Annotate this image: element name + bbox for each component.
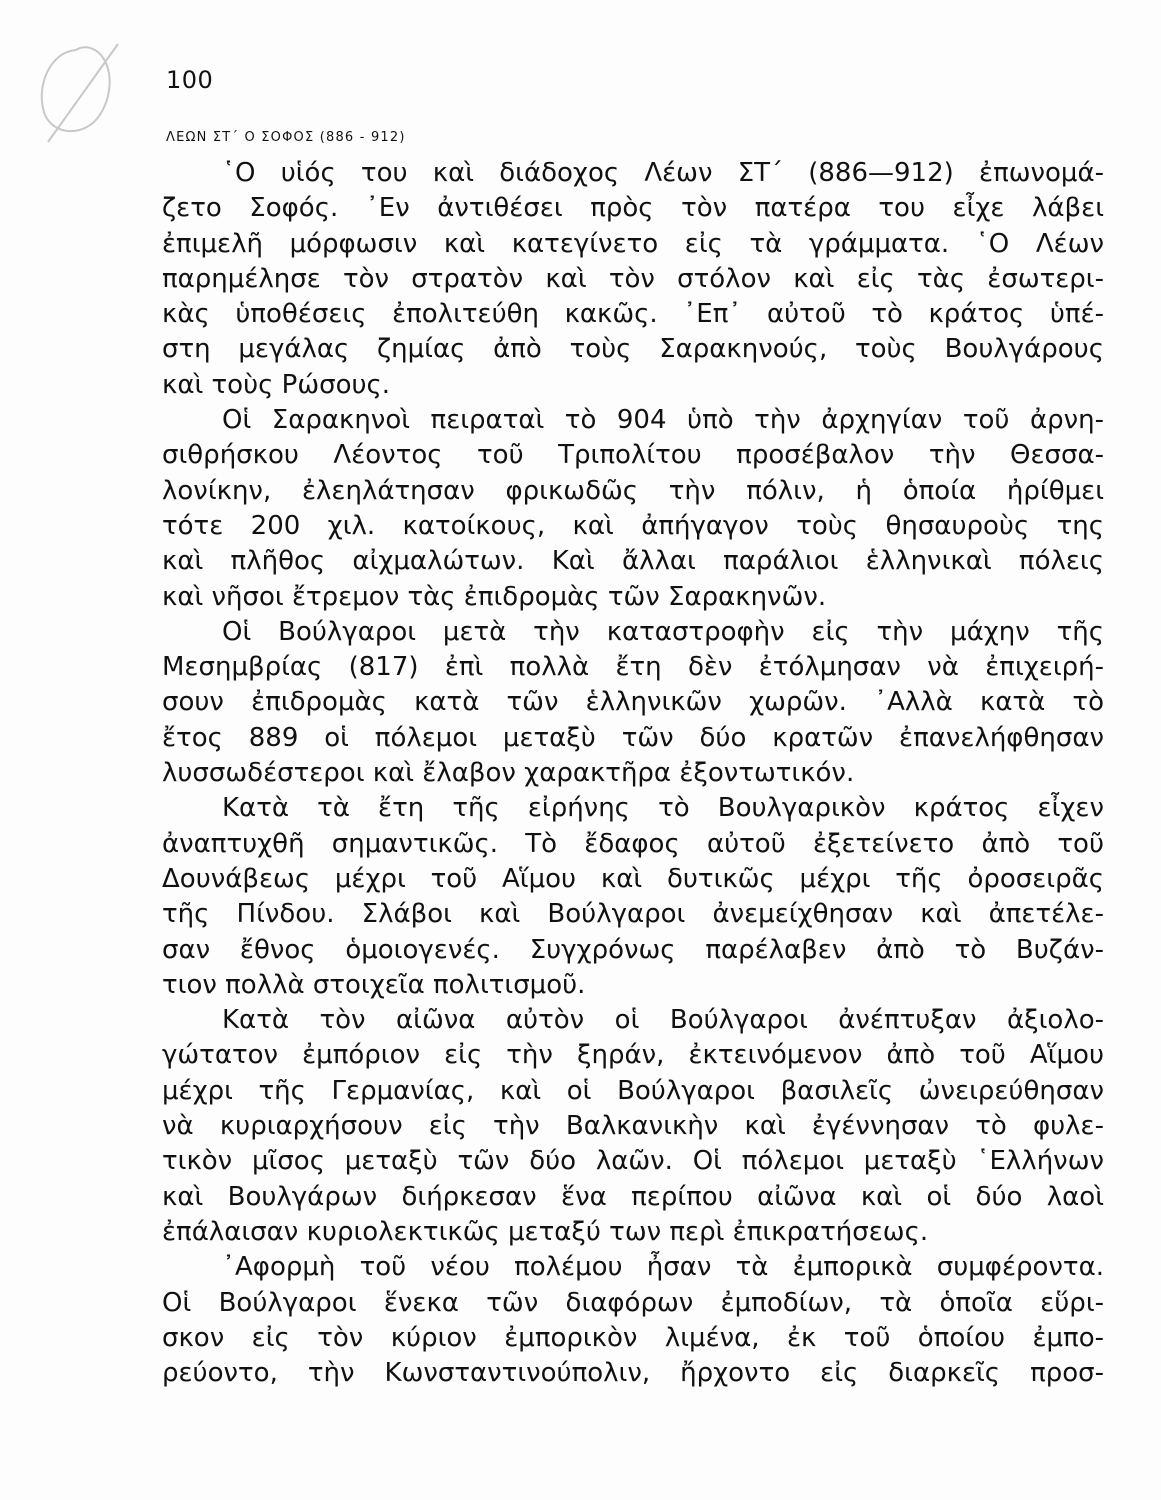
text-line: Οἱ Βούλγαροι ἕνεκα τῶν διαφόρων ἐμποδίων, τὰ ὁποῖα εὕρι- <box>162 1287 1104 1318</box>
text-line: Κατὰ τὰ ἔτη τῆς εἰρήνης τὸ Βουλγαρικὸν κράτος εἶχεν <box>222 793 1104 824</box>
text-line: Μεσημβρίας (817) ἐπὶ πολλὰ ἔτη δὲν ἐτόλμησαν νὰ ἐπιχειρή- <box>162 652 1104 683</box>
text-line: Οἱ Σαρακηνοὶ πειραταὶ τὸ 904 ὑπὸ τὴν ἀρχηγίαν τοῦ ἀρνη- <box>222 405 1104 436</box>
text-line: ἐπάλαισαν κυριολεκτικῶς μεταξύ των περὶ ἐπικρατήσεως. <box>162 1216 929 1247</box>
text-line: ἔτος 889 οἱ πόλεμοι μεταξὺ τῶν δύο κρατῶν ἐπανελήφθησαν <box>162 722 1104 753</box>
body-text <box>162 156 1104 1391</box>
text-line: Δουνάβεως μέχρι τοῦ Αἵμου καὶ δυτικῶς μέχρι τῆς ὀροσειρᾶς <box>162 863 1104 894</box>
text-line: καὶ νῆσοι ἔτρεμον τὰς ἐπιδρομὰς τῶν Σαρακηνῶν. <box>162 581 827 612</box>
text-line: παρημέλησε τὸν στρατὸν καὶ τὸν στόλον καὶ εἰς τὰς ἐσωτερι- <box>162 263 1104 294</box>
text-line: νὰ κυριαρχήσουν εἰς τὴν Βαλκανικὴν καὶ ἐγέννησαν τὸ φυλε- <box>162 1111 1104 1142</box>
text-line: καὶ Βουλγάρων διήρκεσαν ἕνα περίπου αἰῶνα καὶ οἱ δύο λαοὶ <box>162 1181 1104 1212</box>
text-line: κὰς ὑποθέσεις ἐπολιτεύθη κακῶς. ᾿Επ᾿ αὐτοῦ τὸ κράτος ὑπέ- <box>162 299 1104 330</box>
text-line: σιθρήσκου Λέοντος τοῦ Τριπολίτου προσέβαλον τὴν Θεσσα- <box>162 440 1104 471</box>
text-line: ζετο Σοφός. ᾿Εν ἀντιθέσει πρὸς τὸν πατέρα του εἶχε λάβει <box>162 193 1104 224</box>
text-line: ἀναπτυχθῆ σημαντικῶς. Τὸ ἔδαφος αὐτοῦ ἐξετείνετο ἀπὸ τοῦ <box>162 828 1104 859</box>
text-line: τικὸν μῖσος μεταξὺ τῶν δύο λαῶν. Οἱ πόλεμοι μεταξὺ ῾Ελλήνων <box>162 1146 1104 1177</box>
text-line: γώτατον ἐμπόριον εἰς τὴν ξηράν, ἐκτεινόμενον ἀπὸ τοῦ Αἵμου <box>162 1040 1104 1071</box>
text-line: ῾Ο υἱός του καὶ διάδοχος Λέων ΣΤ΄ (886—912) ἐπωνομά- <box>222 158 1104 188</box>
text-line: Οἱ Βούλγαροι μετὰ τὴν καταστροφὴν εἰς τὴν μάχην τῆς <box>222 616 1104 647</box>
text-line: σκον εἰς τὸν κύριον ἐμπορικὸν λιμένα, ἐκ τοῦ ὁποίου ἐμπο- <box>162 1322 1104 1353</box>
text-line: σαν ἔθνος ὁμοιογενές. Συγχρόνως παρέλαβεν ἀπὸ τὸ Βυζάν- <box>162 934 1104 965</box>
text-line: τιον πολλὰ στοιχεῖα πολιτισμοῦ. <box>162 969 586 1000</box>
section-heading: ΛΕΩΝ ΣΤ΄ Ο ΣΟΦΟΣ (886 - 912) <box>166 130 406 145</box>
text-line: ἐπιμελῆ μόρφωσιν καὶ κατεγίνετο εἰς τὰ γράμματα. ῾Ο Λέων <box>162 228 1104 259</box>
text-line: καὶ πλῆθος αἰχμαλώτων. Καὶ ἄλλαι παράλιοι ἑλληνικαὶ πόλεις <box>162 546 1104 577</box>
text-line: τότε 200 χιλ. κατοίκους, καὶ ἀπήγαγον τοὺς θησαυροὺς της <box>162 510 1104 541</box>
text-line: σουν ἐπιδρομὰς κατὰ τῶν ἑλληνικῶν χωρῶν. ᾿Αλλὰ κατὰ τὸ <box>162 687 1104 718</box>
text-line: καὶ τοὺς Ρώσους. <box>162 369 391 400</box>
text-line: ᾿Αφορμὴ τοῦ νέου πολέμου ἦσαν τὰ ἐμπορικὰ συμφέροντα. <box>222 1252 1104 1283</box>
text-line: τῆς Πίνδου. Σλάβοι καὶ Βούλγαροι ἀνεμείχθησαν καὶ ἀπετέλε- <box>162 899 1104 930</box>
text-line: λονίκην, ἐλεηλάτησαν φρικωδῶς τὴν πόλιν, ἡ ὁποία ἠρίθμει <box>162 475 1104 506</box>
pencil-annotation-mark <box>28 38 128 148</box>
text-line: ρεύοντο, τὴν Κωνσταντινούπολιν, ἤρχοντο εἰς διαρκεῖς προσ- <box>162 1358 1104 1389</box>
text-line: λυσσωδέστεροι καὶ ἔλαβον χαρακτῆρα ἐξοντωτικόν. <box>162 758 855 789</box>
page-number: 100 <box>166 66 214 94</box>
text-line: Κατὰ τὸν αἰῶνα αὐτὸν οἱ Βούλγαροι ἀνέπτυξαν ἀξιολο- <box>222 1005 1104 1036</box>
text-line: μέχρι τῆς Γερμανίας, καὶ οἱ Βούλγαροι βασιλεῖς ὠνειρεύθησαν <box>162 1075 1104 1106</box>
text-line: στη μεγάλας ζημίας ἀπὸ τοὺς Σαρακηνούς, τοὺς Βουλγάρους <box>162 334 1104 365</box>
